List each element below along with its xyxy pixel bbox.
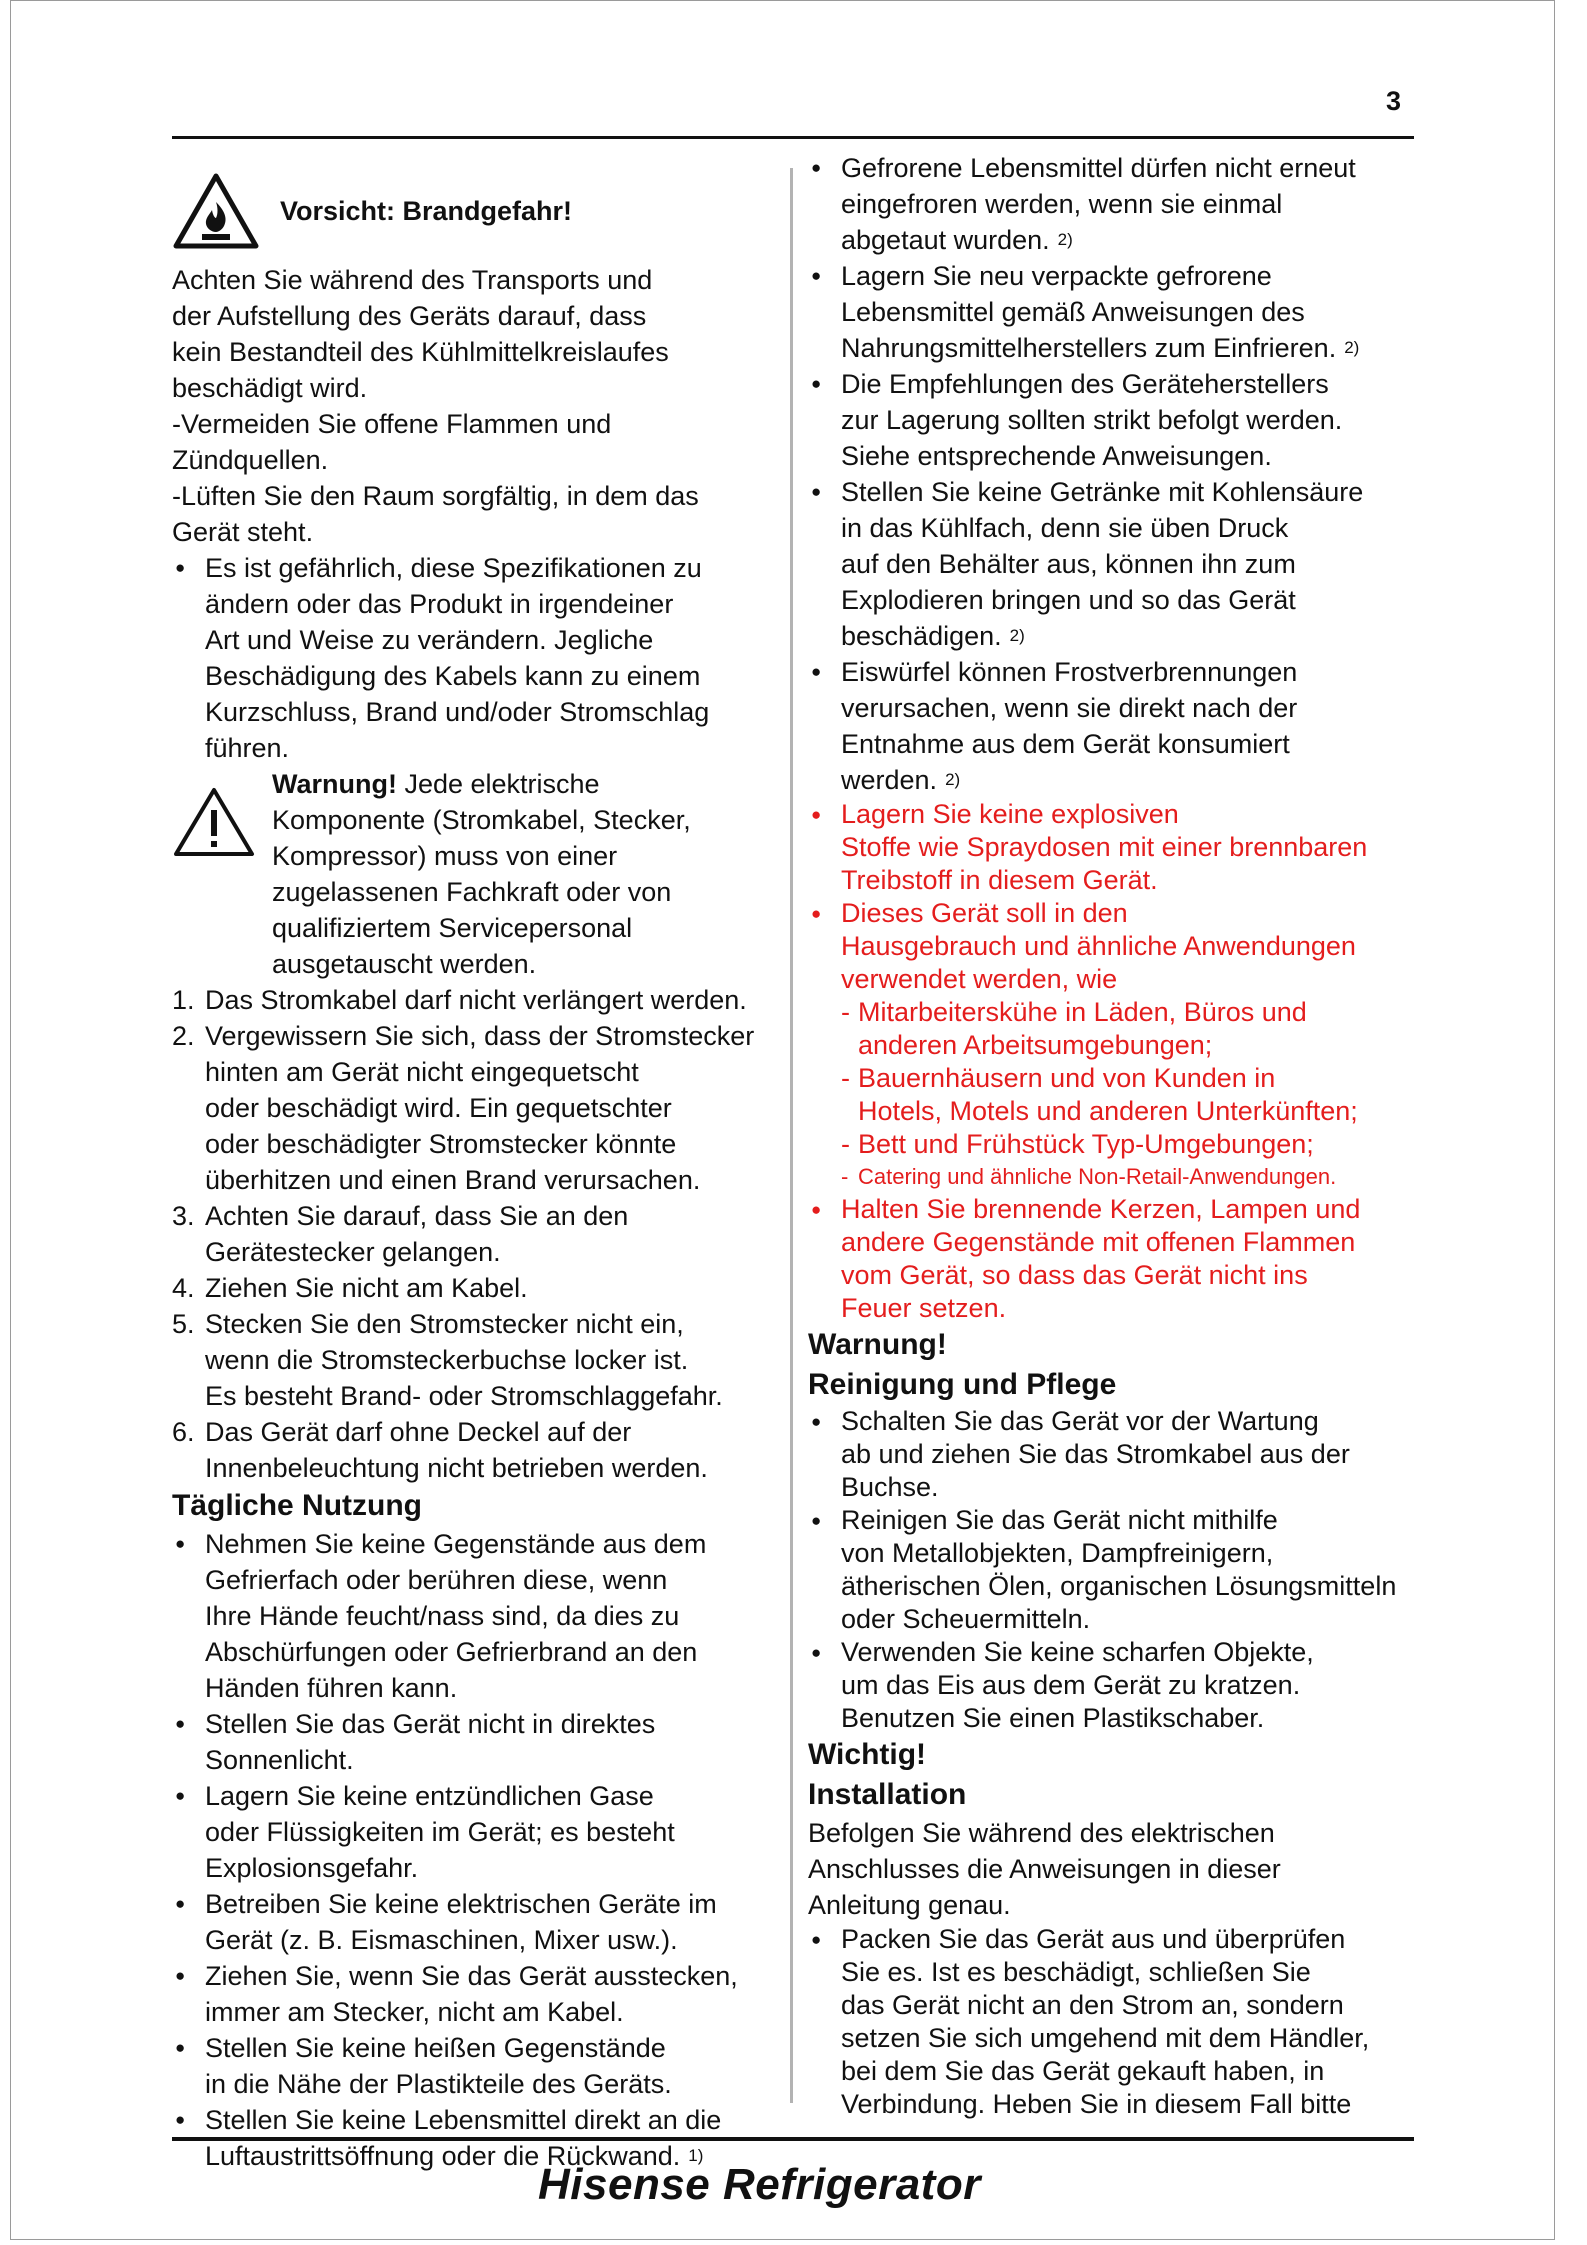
footer-brand: Hisense Refrigerator (538, 2160, 981, 2209)
text-line: Es besteht Brand- oder Stromschlaggefahr. (205, 1381, 723, 1411)
text-line: zugelassenen Fachkraft oder von (272, 877, 672, 907)
list-item (808, 654, 1418, 798)
list-item (808, 798, 1418, 897)
text-line: Gerät (z. B. Eismaschinen, Mixer usw.). (205, 1925, 678, 1955)
list-item (172, 1778, 772, 1886)
text-line: hinten am Gerät nicht eingequetscht (205, 1057, 639, 1087)
page-number: 3 (1386, 86, 1402, 116)
text-line: Explodieren bringen und so das Gerät (841, 585, 1296, 615)
text-line: ● Lagern Sie keine entzündlichen Gase (205, 1781, 654, 1811)
list-item (808, 258, 1418, 366)
footnote-marker: 1) (688, 2146, 704, 2165)
text-line: ● Lagern Sie keine explosiven (841, 799, 1179, 829)
header-rule (172, 136, 1414, 139)
item-number: 1. (172, 985, 195, 1015)
text-line: eingefroren werden, wenn sie einmal (841, 189, 1283, 219)
important-heading: Wichtig! (808, 1738, 927, 1771)
text-span: abgetaut wurden. (841, 225, 1050, 255)
text-line: Siehe entsprechende Anweisungen. (841, 441, 1272, 471)
footnote-marker: 2) (1057, 230, 1073, 249)
red-notice-section (808, 798, 1418, 1325)
text-line: ● Stellen Sie keine Getränke mit Kohlensäure (841, 477, 1364, 507)
text-line: ● Schalten Sie das Gerät vor der Wartung (841, 1406, 1319, 1436)
text-span: werden. (841, 765, 938, 795)
text-line: ● Stellen Sie keine heißen Gegenstände (205, 2033, 666, 2063)
text-line: Achten Sie während des Transports und (172, 265, 653, 295)
text-line: ● Halten Sie brennende Kerzen, Lampen und (841, 1194, 1361, 1224)
text-line: - Bauernhäusern und von Kunden in (841, 1063, 1276, 1093)
text-line: verwendet werden, wie (841, 964, 1118, 994)
list-item (172, 1526, 772, 1706)
text-line: Art und Weise zu verändern. Jegliche (205, 625, 654, 655)
text-line: Gerät steht. (172, 517, 314, 547)
text-line: oder beschädigt wird. Ein gequetschter (205, 1093, 672, 1123)
item-number: 4. (172, 1273, 195, 1303)
text-line (841, 762, 1418, 798)
text-line: ändern oder das Produkt in irgendeiner (205, 589, 674, 619)
text-line: Händen führen kann. (205, 1673, 458, 1703)
text-line: Achten Sie darauf, dass Sie an den (205, 1201, 629, 1231)
text-line: das Gerät nicht an den Strom an, sondern (841, 1990, 1344, 2020)
text-line: Jede elektrische (396, 769, 600, 799)
sub-item (808, 1062, 1418, 1128)
text-line: vom Gerät, so dass das Gerät nicht ins (841, 1260, 1308, 1290)
bullet-spec (172, 550, 772, 766)
text-line: Kurzschluss, Brand und/oder Stromschlag (205, 697, 710, 727)
text-line: ● Eiswürfel können Frostverbrennungen (841, 657, 1298, 687)
list-item (172, 1958, 772, 2030)
text-line: oder Flüssigkeiten im Gerät; es besteht (205, 1817, 675, 1847)
list-item (808, 1636, 1418, 1735)
text-span: Bett und Frühstück Typ-Umgebungen; (858, 1129, 1314, 1159)
text-line: Hotels, Motels und anderen Unterkünften; (858, 1096, 1358, 1126)
text-line: Explosionsgefahr. (205, 1853, 419, 1883)
list-item (808, 1923, 1418, 2121)
text-line: andere Gegenstände mit offenen Flammen (841, 1227, 1356, 1257)
item-number: 5. (172, 1309, 195, 1339)
text-line: ● Reinigen Sie das Gerät nicht mithilfe (841, 1505, 1278, 1535)
caution-title: Vorsicht: Brandgefahr! (280, 196, 573, 226)
daily-use-list (172, 1526, 772, 2174)
text-line: Zündquellen. (172, 445, 329, 475)
text-line: ausgetauscht werden. (272, 949, 537, 979)
text-line: Verbindung. Heben Sie in diesem Fall bitte (841, 2089, 1352, 2119)
text-span: Luftaustrittsöffnung oder die Rückwand. (205, 2141, 681, 2171)
item-number: 3. (172, 1201, 195, 1231)
text-line: oder beschädigter Stromstecker könnte (205, 1129, 677, 1159)
text-span: Mitarbeiterskühe in Läden, Büros und (858, 997, 1307, 1027)
text-line: qualifiziertem Servicepersonal (272, 913, 633, 943)
text-line: Hausgebrauch und ähnliche Anwendungen (841, 931, 1356, 961)
list-item (808, 1193, 1418, 1325)
item-number: 2. (172, 1021, 195, 1051)
footnote-marker: 2) (945, 770, 961, 789)
text-line (841, 618, 1418, 654)
text-line: setzen Sie sich umgehend mit dem Händler, (841, 2023, 1370, 2053)
warning-heading: Warnung! (808, 1328, 947, 1361)
text-line: in das Kühlfach, denn sie üben Druck (841, 513, 1289, 543)
installation-heading: Installation (808, 1778, 967, 1811)
warning-first-line (272, 766, 772, 802)
text-line: ● Stellen Sie das Gerät nicht in direktes (205, 1709, 656, 1739)
warning-icon (172, 786, 256, 858)
text-span: Catering und ähnliche Non-Retail-Anwendungen. (858, 1164, 1337, 1189)
list-item (172, 982, 772, 1018)
warning-block (172, 766, 772, 982)
text-line: ● Dieses Gerät soll in den (841, 898, 1128, 928)
text-span: Bauernhäusern und von Kunden in (858, 1063, 1276, 1093)
text-line: der Aufstellung des Geräts darauf, dass (172, 301, 647, 331)
list-item (172, 1886, 772, 1958)
care-list (808, 1405, 1418, 1735)
text-line: - Mitarbeiterskühe in Läden, Büros und (841, 997, 1307, 1027)
text-line: ● Nehmen Sie keine Gegenstände aus dem (205, 1529, 707, 1559)
text-line: von Metallobjekten, Dampfreinigern, (841, 1538, 1274, 1568)
footnote-marker: 2) (1009, 626, 1025, 645)
text-line: Ziehen Sie nicht am Kabel. (205, 1273, 528, 1303)
text-line: - Bett und Frühstück Typ-Umgebungen; (841, 1129, 1314, 1159)
text-line: ● Betreiben Sie keine elektrischen Geräte im (205, 1889, 717, 1919)
text-line: Anleitung genau. (808, 1890, 1011, 1920)
right-column (808, 150, 1418, 2121)
text-line: bei dem Sie das Gerät gekauft haben, in (841, 2056, 1325, 2086)
text-line: Befolgen Sie während des elektrischen (808, 1818, 1275, 1848)
list-item (808, 1405, 1418, 1504)
warning-label: Warnung! (272, 769, 397, 799)
footnote-marker: 2) (1344, 338, 1360, 357)
text-line: ätherischen Ölen, organischen Lösungsmitteln (841, 1571, 1397, 1601)
text-line: -Vermeiden Sie offene Flammen und (172, 409, 612, 439)
text-line: Lebensmittel gemäß Anweisungen des (841, 297, 1305, 327)
text-line: Das Gerät darf ohne Deckel auf der (205, 1417, 632, 1447)
text-line: wenn die Stromsteckerbuchse locker ist. (205, 1345, 689, 1375)
text-line: in die Nähe der Plastikteile des Geräts. (205, 2069, 672, 2099)
footer-rule (172, 2137, 1414, 2141)
text-line: Stecken Sie den Stromstecker nicht ein, (205, 1309, 684, 1339)
intro-text (172, 262, 772, 550)
text-line: ab und ziehen Sie das Stromkabel aus der (841, 1439, 1350, 1469)
left-column (172, 170, 772, 2174)
text-line: überhitzen und einen Brand verursachen. (205, 1165, 701, 1195)
text-line: anderen Arbeitsumgebungen; (858, 1030, 1213, 1060)
care-heading: Reinigung und Pflege (808, 1368, 1117, 1401)
text-line: Sonnenlicht. (205, 1745, 354, 1775)
column-divider (790, 168, 793, 2103)
text-line: Buchse. (841, 1472, 939, 1502)
list-item (808, 366, 1418, 474)
text-line: Gefrierfach oder berühren diese, wenn (205, 1565, 668, 1595)
daily-use-heading: Tägliche Nutzung (172, 1489, 422, 1522)
text-line: Innenbeleuchtung nicht betrieben werden. (205, 1453, 708, 1483)
text-line: Ihre Hände feucht/nass sind, da dies zu (205, 1601, 680, 1631)
text-line: Beschädigung des Kabels kann zu einem (205, 661, 701, 691)
list-item (172, 1270, 772, 1306)
sub-item (808, 996, 1418, 1062)
text-line: Vergewissern Sie sich, dass der Stromstecker (205, 1021, 755, 1051)
list-item (172, 1198, 772, 1270)
text-line: Das Stromkabel darf nicht verlängert werden. (205, 985, 747, 1015)
fire-hazard-icon (172, 172, 260, 250)
text-line: kein Bestandteil des Kühlmittelkreislaufes (172, 337, 669, 367)
text-line: Treibstoff in diesem Gerät. (841, 865, 1158, 895)
text-line: - Catering und ähnliche Non-Retail-Anwendungen. (841, 1164, 1337, 1189)
list-item (808, 897, 1418, 996)
text-line: verursachen, wenn sie direkt nach der (841, 693, 1298, 723)
list-item (172, 2030, 772, 2102)
list-item (172, 1706, 772, 1778)
text-line: Anschlusses die Anweisungen in dieser (808, 1854, 1281, 1884)
text-line: ● Es ist gefährlich, diese Spezifikationen zu (205, 553, 702, 583)
text-line: Feuer setzen. (841, 1293, 1007, 1323)
sub-item (808, 1161, 1418, 1193)
text-line: -Lüften Sie den Raum sorgfältig, in dem das (172, 481, 699, 511)
caution-header (172, 170, 772, 252)
text-line (841, 330, 1418, 366)
text-line: Sie es. Ist es beschädigt, schließen Sie (841, 1957, 1311, 1987)
text-line: immer am Stecker, nicht am Kabel. (205, 1997, 624, 2027)
text-line: ● Packen Sie das Gerät aus und überprüfen (841, 1924, 1346, 1954)
text-line: ● Lagern Sie neu verpackte gefrorene (841, 261, 1272, 291)
text-line: ● Die Empfehlungen des Geräteherstellers (841, 369, 1329, 399)
item-number: 6. (172, 1417, 195, 1447)
text-line: ● Verwenden Sie keine scharfen Objekte, (841, 1637, 1314, 1667)
text-line: beschädigt wird. (172, 373, 368, 403)
text-span: beschädigen. (841, 621, 1002, 651)
sub-item (808, 1128, 1418, 1161)
text-line: Stoffe wie Spraydosen mit einer brennbaren (841, 832, 1368, 862)
text-line: ● Stellen Sie keine Lebensmittel direkt an die (205, 2105, 722, 2135)
numbered-list (172, 982, 772, 1486)
list-item (172, 1306, 772, 1414)
text-line: um das Eis aus dem Gerät zu kratzen. (841, 1670, 1301, 1700)
text-line: Benutzen Sie einen Plastikschaber. (841, 1703, 1265, 1733)
text-line: Abschürfungen oder Gefrierbrand an den (205, 1637, 698, 1667)
text-line: ● Ziehen Sie, wenn Sie das Gerät ausstecken, (205, 1961, 738, 1991)
text-line: Kompressor) muss von einer (272, 841, 618, 871)
text-line: ● Gefrorene Lebensmittel dürfen nicht erneut (841, 153, 1356, 183)
text-line (841, 222, 1418, 258)
text-line: Komponente (Stromkabel, Stecker, (272, 805, 691, 835)
list-item (808, 1504, 1418, 1636)
list-item (808, 474, 1418, 654)
text-span: Nahrungsmittelherstellers zum Einfrieren. (841, 333, 1337, 363)
text-line: führen. (205, 733, 290, 763)
list-item (172, 1018, 772, 1198)
list-item (172, 1414, 772, 1486)
text-line: zur Lagerung sollten strikt befolgt werden. (841, 405, 1343, 435)
text-line: oder Scheuermitteln. (841, 1604, 1091, 1634)
text-line: Gerätestecker gelangen. (205, 1237, 501, 1267)
installation-intro (808, 1815, 1418, 1923)
text-line: auf den Behälter aus, können ihn zum (841, 549, 1296, 579)
text-line: Entnahme aus dem Gerät konsumiert (841, 729, 1290, 759)
list-item (808, 150, 1418, 258)
